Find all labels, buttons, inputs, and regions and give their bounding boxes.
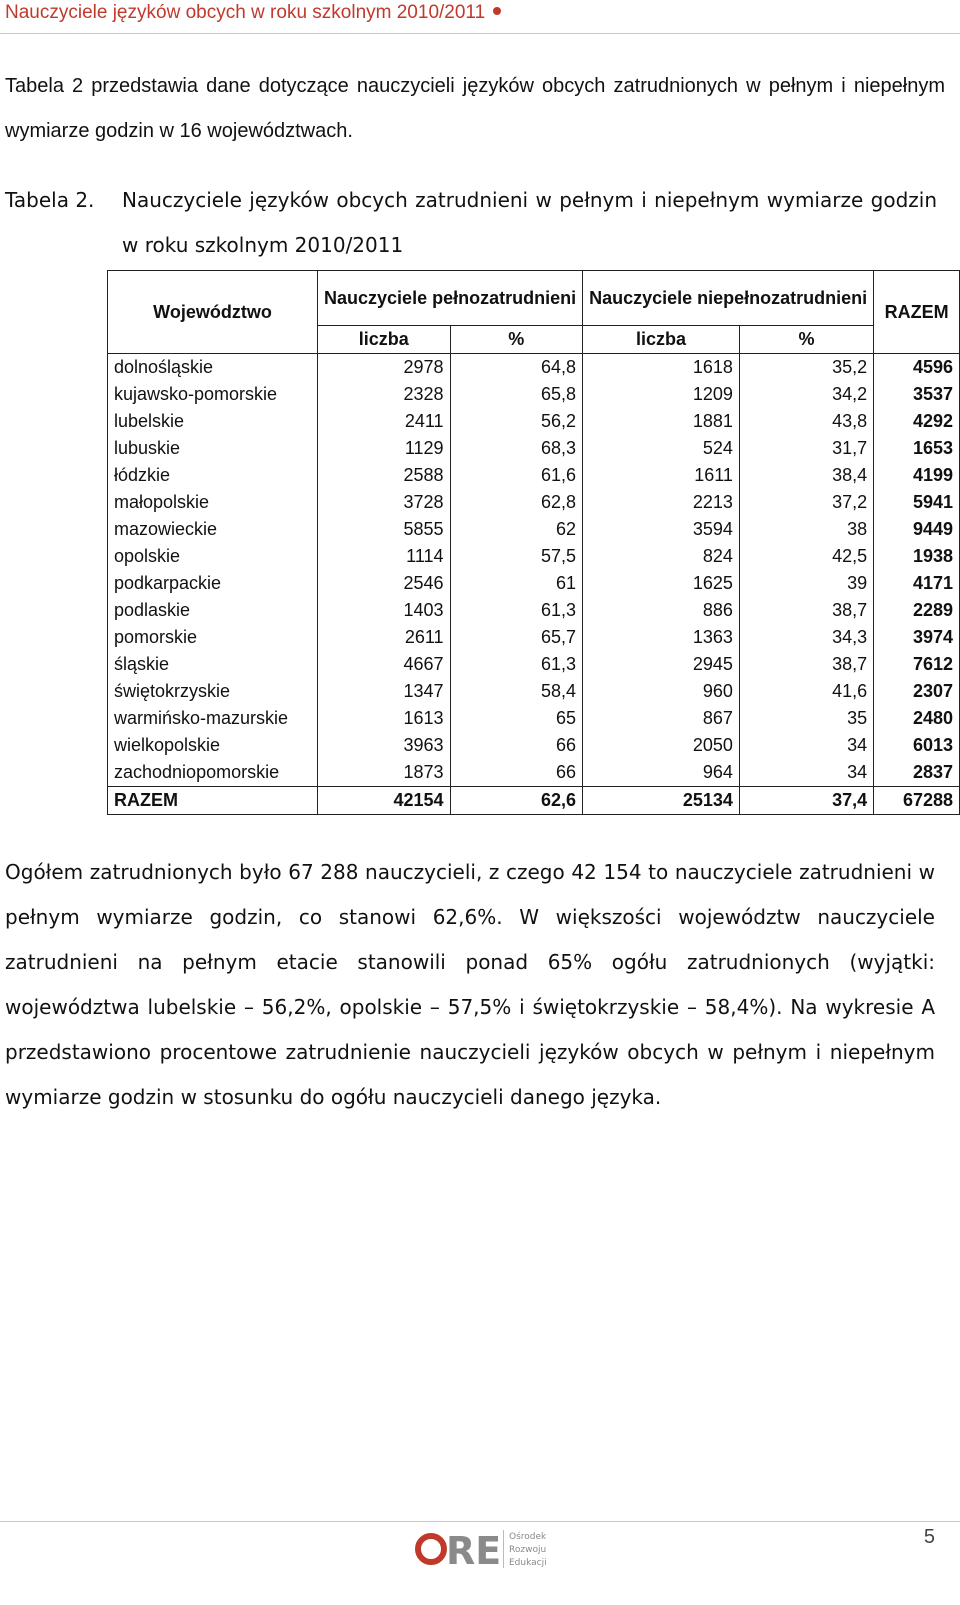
part-count: 1363 xyxy=(583,624,740,651)
intro-paragraph: Tabela 2 przedstawia dane dotyczące nauczycieli języków obcych zatrudnionych w pełnym i niepełnym wymiarze godzin w 16 województwach. xyxy=(5,75,945,142)
header-full-time: Nauczyciele pełnozatrudnieni xyxy=(318,271,583,326)
part-percent: 35 xyxy=(739,705,873,732)
full-percent: 65,8 xyxy=(450,381,583,408)
logo-line-3: Edukacji xyxy=(509,1558,547,1568)
full-count: 2546 xyxy=(318,570,451,597)
region-name: mazowieckie xyxy=(108,516,318,543)
part-percent: 38,4 xyxy=(739,462,873,489)
full-count: 2328 xyxy=(318,381,451,408)
part-percent: 37,2 xyxy=(739,489,873,516)
full-percent: 62 xyxy=(450,516,583,543)
full-count: 1403 xyxy=(318,597,451,624)
full-count: 3963 xyxy=(318,732,451,759)
part-count: 1611 xyxy=(583,462,740,489)
table-row xyxy=(108,651,960,678)
logo-letters: RE xyxy=(446,1529,502,1570)
full-percent: 57,5 xyxy=(450,543,583,570)
table-row xyxy=(108,354,960,382)
part-percent: 34,3 xyxy=(739,624,873,651)
region-name: warmińsko-mazurskie xyxy=(108,705,318,732)
table-caption-label: Tabela 2. xyxy=(5,188,95,212)
full-count: 1114 xyxy=(318,543,451,570)
header-total: RAZEM xyxy=(874,271,960,354)
region-name: kujawsko-pomorskie xyxy=(108,381,318,408)
table-row xyxy=(108,489,960,516)
full-count: 3728 xyxy=(318,489,451,516)
total-part-percent: 37,4 xyxy=(739,787,873,815)
full-percent: 56,2 xyxy=(450,408,583,435)
row-total: 2837 xyxy=(874,759,960,787)
full-percent: 61,3 xyxy=(450,651,583,678)
logo-ring xyxy=(418,1536,444,1562)
table-row xyxy=(108,624,960,651)
part-percent: 41,6 xyxy=(739,678,873,705)
part-percent: 38 xyxy=(739,516,873,543)
part-count: 2213 xyxy=(583,489,740,516)
region-name: wielkopolskie xyxy=(108,732,318,759)
part-percent: 34,2 xyxy=(739,381,873,408)
subheader-full-percent: % xyxy=(450,326,583,354)
region-name: łódzkie xyxy=(108,462,318,489)
row-total: 4292 xyxy=(874,408,960,435)
footer-divider xyxy=(0,1521,960,1522)
row-total: 9449 xyxy=(874,516,960,543)
total-full-percent: 62,6 xyxy=(450,787,583,815)
part-percent: 34 xyxy=(739,759,873,787)
full-percent: 65 xyxy=(450,705,583,732)
region-name: lubuskie xyxy=(108,435,318,462)
row-total: 5941 xyxy=(874,489,960,516)
part-percent: 35,2 xyxy=(739,354,873,382)
part-percent: 38,7 xyxy=(739,597,873,624)
region-name: podlaskie xyxy=(108,597,318,624)
full-percent: 61 xyxy=(450,570,583,597)
table-row xyxy=(108,462,960,489)
row-total: 3974 xyxy=(874,624,960,651)
table-row xyxy=(108,678,960,705)
logo-line-2: Rozwoju xyxy=(509,1545,547,1555)
part-count: 960 xyxy=(583,678,740,705)
page-number: 5 xyxy=(923,1526,935,1548)
part-percent: 34 xyxy=(739,732,873,759)
region-name: zachodniopomorskie xyxy=(108,759,318,787)
full-count: 4667 xyxy=(318,651,451,678)
table-row xyxy=(108,732,960,759)
region-name: dolnośląskie xyxy=(108,354,318,382)
table-total-row xyxy=(108,787,960,815)
region-name: lubelskie xyxy=(108,408,318,435)
row-total: 1938 xyxy=(874,543,960,570)
row-total: 2307 xyxy=(874,678,960,705)
part-count: 2050 xyxy=(583,732,740,759)
row-total: 1653 xyxy=(874,435,960,462)
part-count: 964 xyxy=(583,759,740,787)
full-count: 1347 xyxy=(318,678,451,705)
part-percent: 42,5 xyxy=(739,543,873,570)
full-count: 2978 xyxy=(318,354,451,382)
full-count: 5855 xyxy=(318,516,451,543)
header-part-time: Nauczyciele niepełnozatrudnieni xyxy=(583,271,874,326)
table-row xyxy=(108,516,960,543)
region-name: podkarpackie xyxy=(108,570,318,597)
part-count: 886 xyxy=(583,597,740,624)
row-total: 2289 xyxy=(874,597,960,624)
full-percent: 66 xyxy=(450,759,583,787)
table-row xyxy=(108,597,960,624)
table-row xyxy=(108,435,960,462)
table-row xyxy=(108,381,960,408)
row-total: 4596 xyxy=(874,354,960,382)
region-name: małopolskie xyxy=(108,489,318,516)
part-percent: 39 xyxy=(739,570,873,597)
row-total: 3537 xyxy=(874,381,960,408)
full-count: 2411 xyxy=(318,408,451,435)
part-count: 1881 xyxy=(583,408,740,435)
bullet-icon xyxy=(493,7,501,15)
logo-line-1: Ośrodek xyxy=(509,1532,547,1542)
full-percent: 61,3 xyxy=(450,597,583,624)
table-row xyxy=(108,759,960,787)
row-total: 4199 xyxy=(874,462,960,489)
full-percent: 62,8 xyxy=(450,489,583,516)
total-part-count: 25134 xyxy=(583,787,740,815)
summary-paragraph: Ogółem zatrudnionych było 67 288 nauczycieli, z czego 42 154 to nauczyciele zatrudnieni w pełnym wymiarze godzin, co stanowi 62,6%. W większości województw nauczyciele zatrudnieni na pełnym etacie stanowili ponad 65% ogółu zatrudnionych (wyjątki: województwa lubelskie – 56,2%, opolskie – 57,5% i świętokrzyskie – 58,4%). Na wykresie A przedstawiono procentowe zatrudnienie nauczycieli języków obcych w pełnym i niepełnym wymiarze godzin w stosunku do ogółu nauczycieli danego języka. xyxy=(5,860,935,1109)
part-count: 3594 xyxy=(583,516,740,543)
subheader-full-count: liczba xyxy=(318,326,451,354)
region-name: świętokrzyskie xyxy=(108,678,318,705)
full-percent: 61,6 xyxy=(450,462,583,489)
full-percent: 66 xyxy=(450,732,583,759)
full-count: 1129 xyxy=(318,435,451,462)
table-header-row xyxy=(108,271,960,326)
part-count: 824 xyxy=(583,543,740,570)
running-header-title: Nauczyciele języków obcych w roku szkolnym 2010/2011 xyxy=(5,2,486,23)
header-region: Województwo xyxy=(108,271,318,354)
full-percent: 68,3 xyxy=(450,435,583,462)
full-count: 1613 xyxy=(318,705,451,732)
total-full-count: 42154 xyxy=(318,787,451,815)
ore-logo xyxy=(415,1528,555,1570)
part-percent: 43,8 xyxy=(739,408,873,435)
part-percent: 31,7 xyxy=(739,435,873,462)
region-name: pomorskie xyxy=(108,624,318,651)
running-header xyxy=(5,0,501,26)
row-total: 4171 xyxy=(874,570,960,597)
table-row xyxy=(108,705,960,732)
full-count: 2611 xyxy=(318,624,451,651)
table-row xyxy=(108,408,960,435)
part-count: 867 xyxy=(583,705,740,732)
part-count: 1618 xyxy=(583,354,740,382)
full-count: 2588 xyxy=(318,462,451,489)
header-divider xyxy=(0,33,960,34)
region-name: opolskie xyxy=(108,543,318,570)
total-label: RAZEM xyxy=(108,787,318,815)
logo-separator xyxy=(503,1530,504,1568)
teachers-table xyxy=(107,270,960,815)
full-count: 1873 xyxy=(318,759,451,787)
table-row xyxy=(108,570,960,597)
full-percent: 58,4 xyxy=(450,678,583,705)
row-total: 2480 xyxy=(874,705,960,732)
part-count: 524 xyxy=(583,435,740,462)
part-count: 2945 xyxy=(583,651,740,678)
table-body xyxy=(108,354,960,787)
part-count: 1209 xyxy=(583,381,740,408)
full-percent: 64,8 xyxy=(450,354,583,382)
region-name: śląskie xyxy=(108,651,318,678)
table-row xyxy=(108,543,960,570)
part-count: 1625 xyxy=(583,570,740,597)
part-percent: 38,7 xyxy=(739,651,873,678)
subheader-part-count: liczba xyxy=(583,326,740,354)
subheader-part-percent: % xyxy=(739,326,873,354)
row-total: 6013 xyxy=(874,732,960,759)
total-sum: 67288 xyxy=(874,787,960,815)
row-total: 7612 xyxy=(874,651,960,678)
full-percent: 65,7 xyxy=(450,624,583,651)
table-caption-text: Nauczyciele języków obcych zatrudnieni w pełnym i niepełnym wymiarze godzin w roku szkolnym 2010/2011 xyxy=(122,188,937,257)
